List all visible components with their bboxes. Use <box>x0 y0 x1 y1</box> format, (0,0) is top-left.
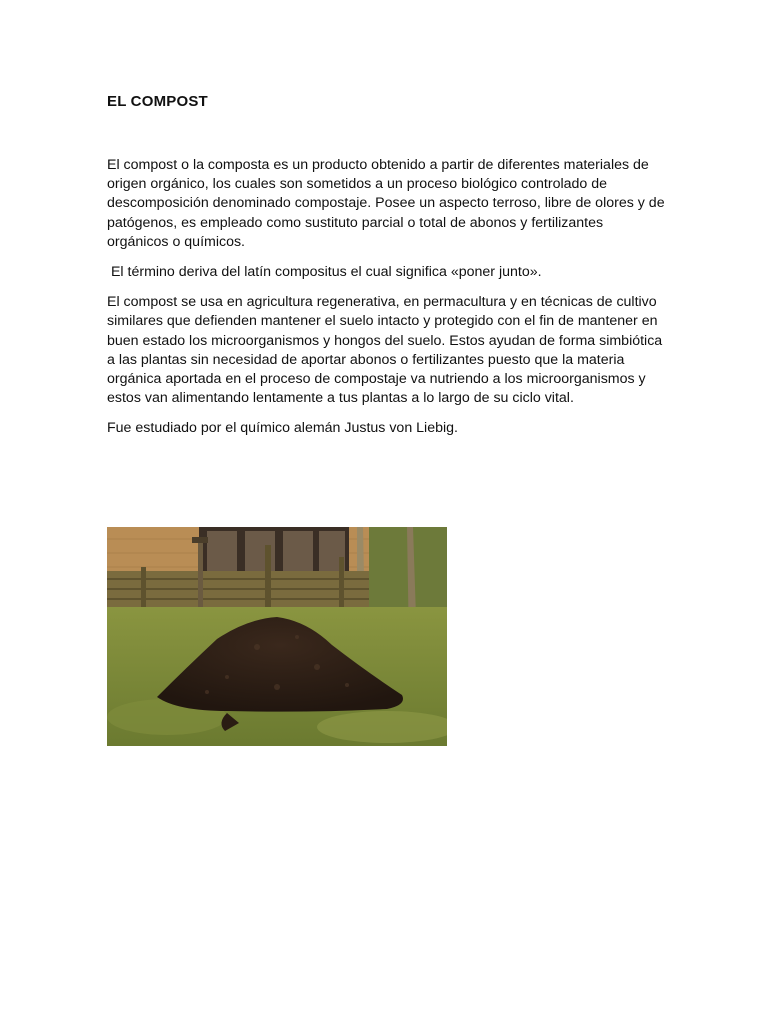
document-body <box>107 156 667 450</box>
paragraph-etymology: El término deriva del latín compositus el cual significa «poner junto». <box>107 264 542 281</box>
page-title: EL COMPOST <box>107 93 208 110</box>
paragraph-definition: El compost o la composta es un producto obtenido a partir de diferentes materiales de origen orgánico, los cuales son sometidos a un proceso biológico controlado de descomposición denominado compostaje. Posee un aspecto terroso, libre de olores y de patógenos, es empleado como sustituto parcial o total de abonos y fertilizantes orgánicos o químicos. <box>107 157 665 250</box>
paragraph-uses: El compost se usa en agricultura regenerativa, en permacultura y en técnicas de cultivo similares que defienden mantener el suelo intacto y protegido con el fin de mantener en buen estado los microorganismos y hongos del suelo. Estos ayudan de forma simbiótica a las plantas sin necesidad de aportar abonos o fertilizantes puesto que la materia orgánica aportada en el proceso de compostaje va nutriendo a los microorganismos y estos van alimentando lentamente a tus plantas a lo largo de su ciclo vital. <box>107 294 663 407</box>
paragraph-history: Fue estudiado por el químico alemán Justus von Liebig. <box>107 420 458 437</box>
compost-pile-photo <box>107 527 447 746</box>
